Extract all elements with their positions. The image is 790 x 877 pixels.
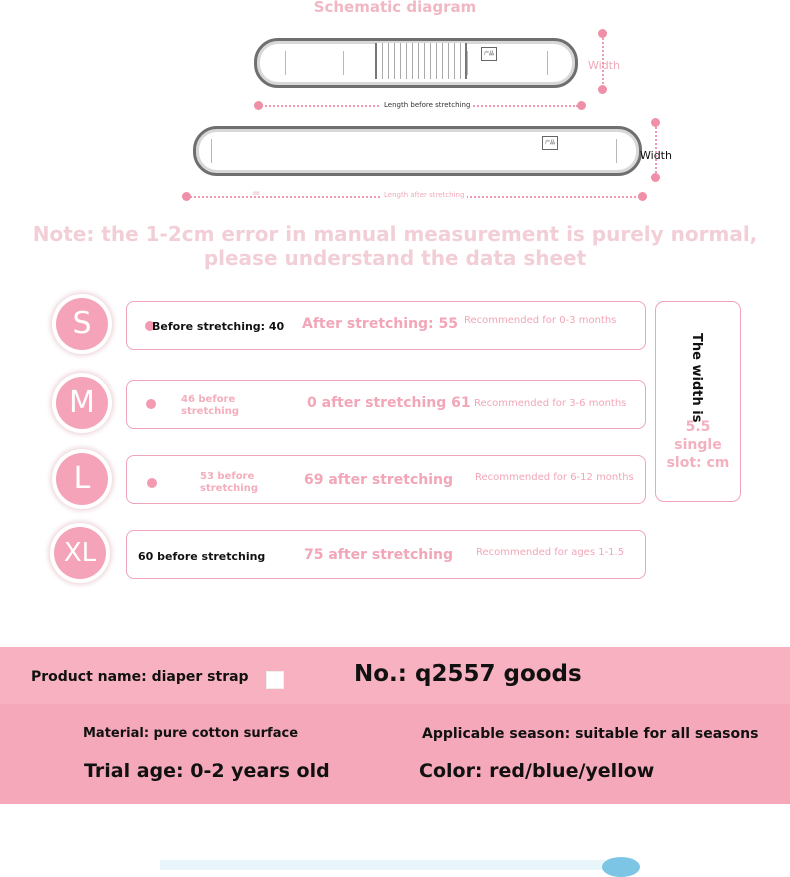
size-circle-l: L	[56, 453, 108, 505]
recommended-m: Recommended for 3-6 months	[474, 398, 627, 409]
length-before-label: Length before stretching	[381, 101, 473, 109]
recommended-xl: Recommended for ages 1-1.5	[476, 547, 625, 558]
belt-seam-right	[547, 51, 548, 75]
belt-seam-left	[285, 51, 286, 75]
blue-decoration-icon	[602, 857, 640, 877]
measurement-note-line-2: please understand the data sheet	[203, 246, 587, 270]
recommended-s: Recommended for 0-3 months	[464, 315, 617, 326]
belt-seam	[343, 51, 344, 75]
belt-before-stretching	[254, 38, 578, 88]
length-before-end-dot	[577, 101, 586, 110]
single-slot-width-unit: single slot: cm	[666, 437, 730, 471]
brand-tag: 产品	[481, 47, 497, 61]
width-dot-top-2	[651, 118, 660, 127]
width-dot-bottom-2	[651, 173, 660, 182]
measurement-note-line-1: Note: the 1-2cm error in manual measurement is purely normal,	[32, 222, 758, 246]
applicable-season: Applicable season: suitable for all seasons	[422, 726, 759, 742]
before-stretching-m: 46 before stretching	[181, 394, 239, 417]
belt-seam	[467, 51, 468, 75]
white-square-icon	[266, 671, 284, 689]
size-circle-m: M	[56, 377, 108, 429]
product-name: Product name: diaper strap	[31, 669, 249, 685]
recommended-l: Recommended for 6-12 months	[475, 472, 634, 483]
after-stretching-s: After stretching: 55	[302, 316, 459, 332]
after-stretching-m: 0 after stretching 61	[307, 395, 471, 411]
length-after-end-dot	[638, 192, 647, 201]
size-circle-s: S	[56, 298, 108, 350]
size-bullet-m	[146, 399, 156, 409]
brand-tag: 产品	[542, 136, 558, 150]
bottom-next-section-strip	[160, 860, 630, 870]
belt-seam-right	[616, 139, 617, 163]
before-stretching-l: 53 before stretching	[200, 471, 258, 494]
size-bullet-l	[147, 478, 157, 488]
length-after-start-dot	[182, 192, 191, 201]
width-vertical-label: The width is	[689, 333, 704, 423]
size-circle-xl: XL	[54, 527, 106, 579]
material: Material: pure cotton surface	[83, 726, 299, 741]
equals-mark: =	[252, 188, 261, 199]
trial-age: Trial age: 0-2 years old	[84, 760, 330, 782]
product-number: No.: q2557 goods	[354, 661, 582, 687]
elastic-ruffle	[375, 43, 467, 79]
width-dot-top	[598, 29, 607, 38]
before-stretching-xl: 60 before stretching	[138, 550, 266, 563]
after-stretching-l: 69 after stretching	[304, 472, 454, 488]
length-after-label: Length after stretching	[381, 191, 467, 199]
product-color: Color: red/blue/yellow	[419, 760, 655, 782]
belt-seam-left	[211, 139, 212, 163]
schematic-title: Schematic diagram	[313, 0, 477, 16]
belt-after-stretching	[193, 126, 642, 176]
product-info-band-bottom	[0, 704, 790, 804]
width-dot-bottom	[598, 85, 607, 94]
after-stretching-xl: 75 after stretching	[304, 547, 454, 563]
width-label-bottom: Width	[640, 149, 672, 162]
length-before-start-dot	[254, 101, 263, 110]
before-stretching-s: Before stretching: 40	[152, 320, 285, 333]
single-slot-width-value: 5.5	[685, 419, 711, 435]
width-label-top: Width	[588, 59, 620, 72]
